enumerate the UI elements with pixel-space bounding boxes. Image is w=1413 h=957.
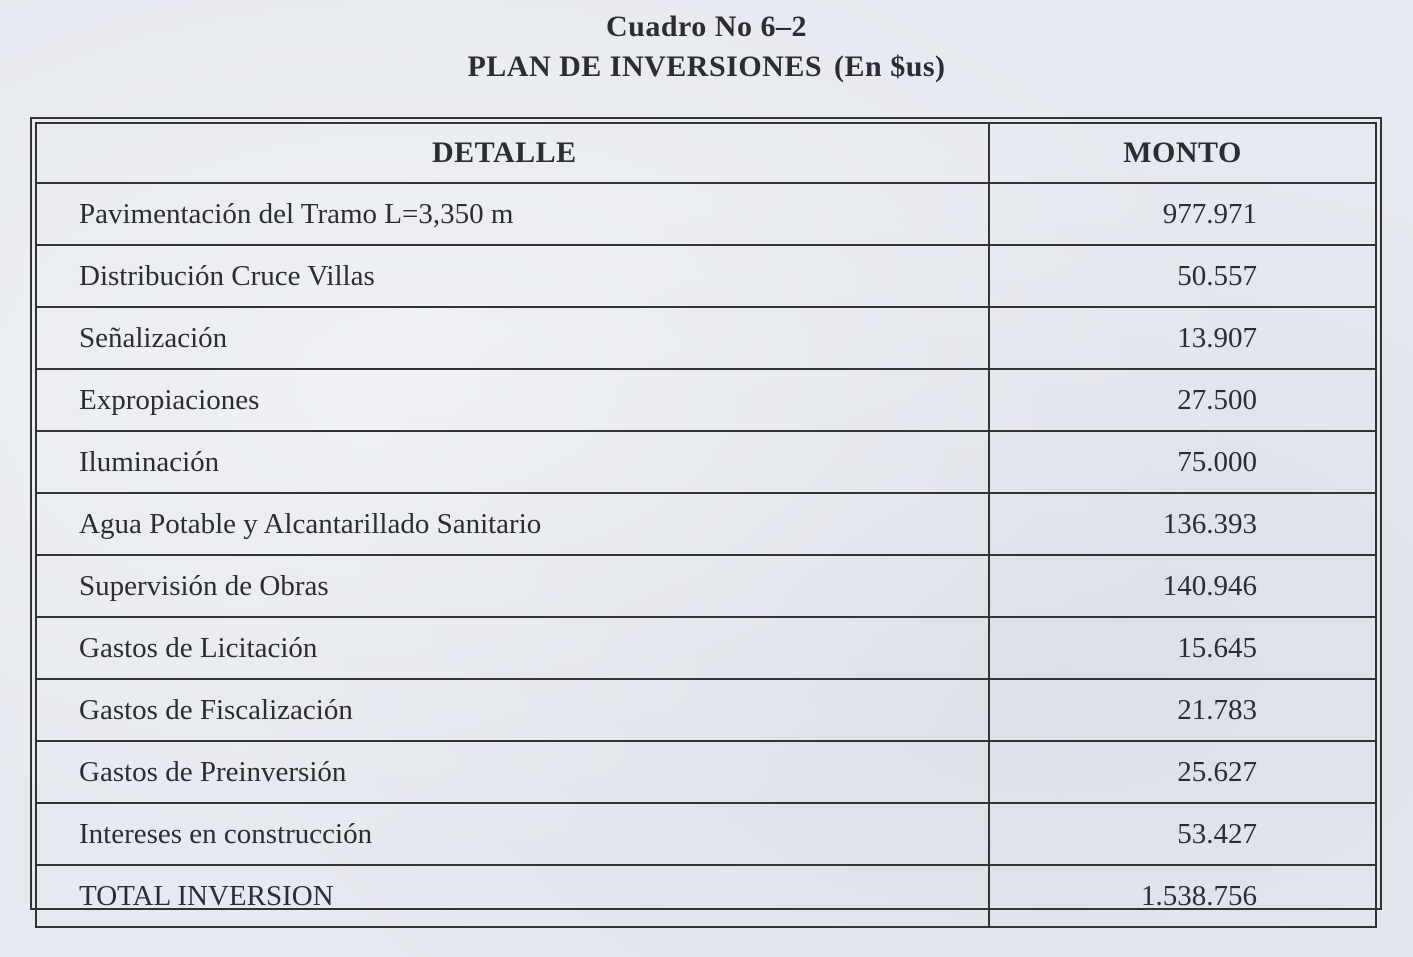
table-row xyxy=(36,369,1376,431)
detalle-cell: Señalización xyxy=(36,307,989,369)
table-row xyxy=(36,493,1376,555)
table-row xyxy=(36,245,1376,307)
monto-cell: 25.627 xyxy=(989,741,1376,803)
monto-cell: 53.427 xyxy=(989,803,1376,865)
monto-cell: 21.783 xyxy=(989,679,1376,741)
table-row xyxy=(36,679,1376,741)
page-title xyxy=(0,48,1413,86)
column-header-detalle: DETALLE xyxy=(36,123,989,183)
investment-table xyxy=(35,122,1377,928)
table-row xyxy=(36,307,1376,369)
table-caption: Cuadro No 6–2 xyxy=(606,10,807,43)
monto-cell: 75.000 xyxy=(989,431,1376,493)
table-row xyxy=(36,803,1376,865)
total-monto-cell: 1.538.756 xyxy=(989,865,1376,927)
table-row xyxy=(36,617,1376,679)
detalle-cell: Supervisión de Obras xyxy=(36,555,989,617)
detalle-cell: Expropiaciones xyxy=(36,369,989,431)
title-text: PLAN DE INVERSIONES xyxy=(467,49,823,83)
page-header xyxy=(0,8,1413,85)
monto-cell: 15.645 xyxy=(989,617,1376,679)
table-row xyxy=(36,741,1376,803)
monto-cell: 140.946 xyxy=(989,555,1376,617)
detalle-cell: Intereses en construcción xyxy=(36,803,989,865)
monto-cell: 27.500 xyxy=(989,369,1376,431)
monto-cell: 136.393 xyxy=(989,493,1376,555)
detalle-cell: Gastos de Licitación xyxy=(36,617,989,679)
monto-cell: 977.971 xyxy=(989,183,1376,245)
currency-unit: (En $us) xyxy=(834,49,946,83)
column-header-monto: MONTO xyxy=(989,123,1376,183)
detalle-cell: Gastos de Fiscalización xyxy=(36,679,989,741)
total-row xyxy=(36,865,1376,927)
detalle-cell: Iluminación xyxy=(36,431,989,493)
table-row xyxy=(36,183,1376,245)
monto-cell: 50.557 xyxy=(989,245,1376,307)
table-row xyxy=(36,555,1376,617)
table-row xyxy=(36,431,1376,493)
table-header-row xyxy=(36,123,1376,183)
detalle-cell: Agua Potable y Alcantarillado Sanitario xyxy=(36,493,989,555)
total-label-cell: TOTAL INVERSION xyxy=(36,865,989,927)
detalle-cell: Gastos de Preinversión xyxy=(36,741,989,803)
monto-cell: 13.907 xyxy=(989,307,1376,369)
detalle-cell: Pavimentación del Tramo L=3,350 m xyxy=(36,183,989,245)
investment-table-frame xyxy=(30,117,1382,910)
detalle-cell: Distribución Cruce Villas xyxy=(36,245,989,307)
